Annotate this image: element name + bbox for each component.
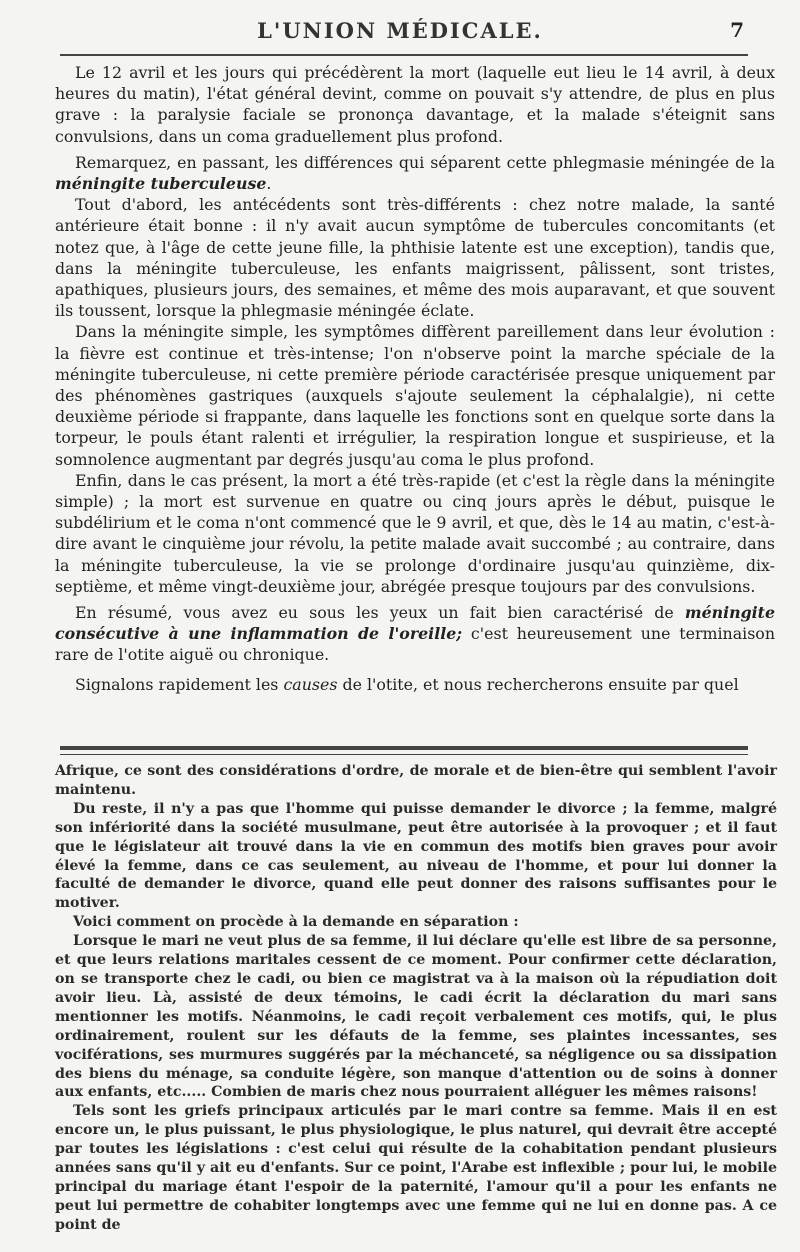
paragraph: Lorsque le mari ne veut plus de sa femme, il lui déclare qu'elle est libre de sa personne, et que leurs relations maritales cessent de ce moment. Pour confirmer cette déclaration, on se transporte chez le cadi, ou bien ce magistrat va à la maison où la répudiation doit avoir lieu. Là, assisté de deux témoins, le cadi écrit la déclaration du mari sans mentionner les motifs. Néanmoins, le cadi reçoit verbalement ces motifs, qui, le plus ordinairement, roulent sur les défauts de la femme, ses plaintes incessantes, ses vociférations, ses murmures suggérés par la méchanceté, sa négligence ou sa dissipation des biens du ménage, sa conduite légère, son manque d'attention ou de soins à donner aux enfants, etc..... Combien de maris chez nous pourraient alléguer les mêmes raisons! bbox=[55, 933, 777, 1101]
paragraph bbox=[55, 674, 775, 695]
paragraph: Tels sont les griefs principaux articulés par le mari contre sa femme. Mais il en est encore un, le plus puissant, le plus physiologique, le plus naturel, qui devrait être accepté par toutes les législations : c'est celui qui résulte de la cohabitation pendant plusieurs années sans qu'il y ait eu d'enfants. Sur ce point, l'Arabe est inflexible ; pour lui, le mobile principal du mariage étant l'espoir de la paternité, l'amour qu'il a pour les enfants ne peut lui permettre de cohabiter longtemps avec une femme qui ne lui en donne pas. A ce point de bbox=[55, 1103, 777, 1233]
section-divider bbox=[60, 746, 748, 750]
italic-term: méningite consécutive à une inflammation de l'oreille; bbox=[55, 603, 775, 644]
section-divider-thin bbox=[60, 754, 748, 755]
page-number: 7 bbox=[730, 18, 744, 42]
text-run: . bbox=[266, 174, 272, 194]
upper-article bbox=[55, 62, 775, 695]
text-run: c'est heureusement une terminaison rare de l'otite aiguë ou chronique. bbox=[55, 624, 775, 665]
text-run: de l'otite, et nous rechercherons ensuite par quel bbox=[337, 674, 739, 694]
feuilleton-article bbox=[55, 762, 777, 1235]
paragraph bbox=[55, 152, 775, 194]
paragraph: Enfin, dans le cas présent, la mort a été très-rapide (et c'est la règle dans la méningite simple) ; la mort est survenue en quatre ou cinq jours après le début, puisque le subdélirium et le coma n'ont commencé que le 9 avril, et que, dès le 14 au matin, c'est-à-dire avant le cinquième jour révolu, la petite malade avait succombé ; au contraire, dans la méningite tuberculeuse, la vie se prolonge d'ordinaire jusqu'au quinzième, dix-septième, et même vingt-deuxième jour, abrégée presque toujours par des convulsions. bbox=[55, 470, 775, 596]
paragraph: Le 12 avril et les jours qui précédèrent la mort (laquelle eut lieu le 14 avril, à deux heures du matin), l'état général devint, comme on pouvait s'y attendre, de plus en plus grave : la paralysie faciale se prononça davantage, et la malade s'éteignit sans convulsions, dans un coma graduellement plus profond. bbox=[55, 63, 775, 146]
paragraph: Afrique, ce sont des considérations d'ordre, de morale et de bien-être qui semblent l'avoir maintenu. bbox=[55, 763, 777, 798]
paragraph: Tout d'abord, les antécédents sont très-différents : chez notre malade, la santé antérieure était bonne : il n'y avait aucun symptôme de tubercules concomitants (et notez que, à l'âge de cette jeune fille, la phthisie latente est une exception), tandis que, dans la méningite tuberculeuse, les enfants maigrissent, pâlissent, sont tristes, apathiques, plusieurs jours, des semaines, et même des mois auparavant, et que souvent ils toussent, lorsque la phlegmasie méningée éclate. bbox=[55, 195, 775, 321]
paragraph: Dans la méningite simple, les symptômes diffèrent pareillement dans leur évolution : la fièvre est continue et très-intense; l'on n'observe point la marche spéciale de la méningite tuberculeuse, ni cette première période caractérisée presque uniquement par des phénomènes gastriques (auxquels s'ajoute seulement la céphalalgie), ni cette deuxième période si frappante, dans laquelle les fonctions sont en quelque sorte dans la torpeur, le pouls étant ralenti et irrégulier, la respiration longue et suspirieuse, et la somnolence augmentant par degrés jusqu'au coma le plus profond. bbox=[55, 322, 775, 469]
text-run: En résumé, vous avez eu sous les yeux un fait bien caractérisé de bbox=[75, 603, 685, 623]
paragraph bbox=[55, 602, 775, 666]
header-rule bbox=[60, 54, 748, 56]
paragraph: Du reste, il n'y a pas que l'homme qui puisse demander le divorce ; la femme, malgré son infériorité dans la société musulmane, peut être autorisée à la provoquer ; et il faut que le législateur ait trouvé dans la vie en commun des motifs bien graves pour avoir élevé la femme, dans ce cas seulement, au niveau de l'homme, et pour lui donner la faculté de demander le divorce, quand elle peut donner des raisons suffisantes pour le motiver. bbox=[55, 800, 777, 912]
text-run: Signalons rapidement les bbox=[75, 674, 284, 694]
paragraph: Voici comment on procède à la demande en séparation : bbox=[73, 914, 519, 931]
text-run: Remarquez, en passant, les différences qui séparent cette phlegmasie méningée de la bbox=[75, 152, 775, 172]
journal-title: L'UNION MÉDICALE. bbox=[257, 18, 543, 43]
running-header bbox=[60, 18, 744, 50]
italic-term: causes bbox=[283, 674, 338, 694]
italic-term: méningite tuberculeuse bbox=[55, 174, 267, 194]
